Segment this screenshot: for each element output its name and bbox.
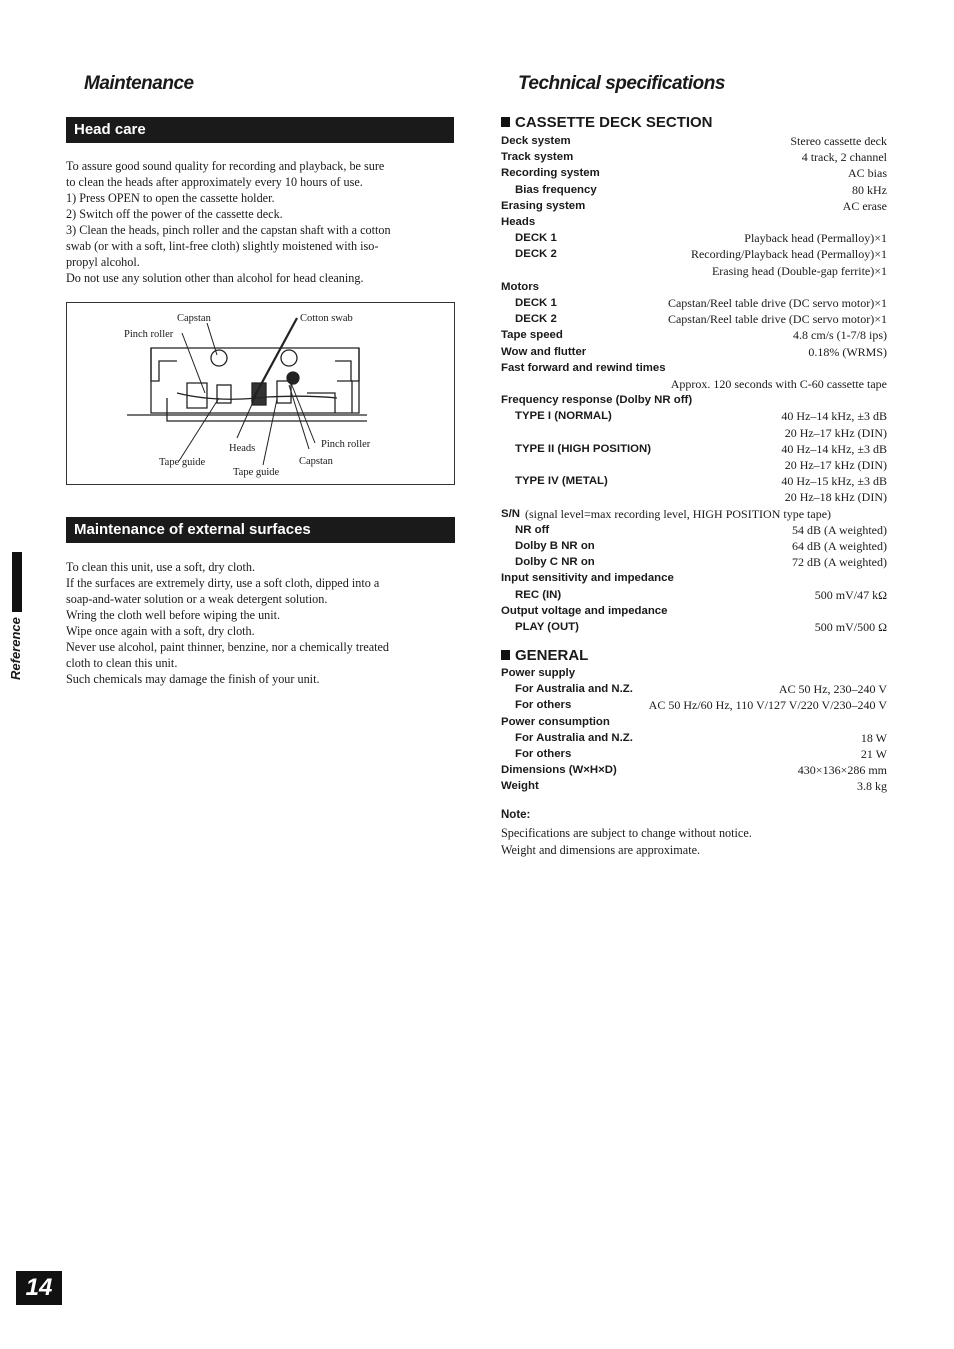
spec-row <box>501 133 887 149</box>
label-heads: Heads <box>229 443 256 454</box>
spec-label: For Australia and N.Z. <box>515 731 633 744</box>
external-line: Wring the cloth well before wiping the unit. <box>66 608 281 622</box>
spec-row <box>501 778 887 794</box>
spec-row <box>501 489 887 505</box>
spec-value: 20 Hz–18 kHz (DIN) <box>784 490 887 505</box>
note-line: Weight and dimensions are approximate. <box>501 843 701 857</box>
head-care-bar: Head care <box>66 117 454 143</box>
head-care-line: To assure good sound quality for recording and playback, be sure <box>66 159 385 173</box>
label-capstan-bottom: Capstan <box>299 456 333 467</box>
spec-row <box>501 311 887 327</box>
spec-row <box>501 603 887 619</box>
spec-value: Stereo cassette deck <box>790 134 887 148</box>
external-line: If the surfaces are extremely dirty, use a soft cloth, dipped into a <box>66 576 380 590</box>
spec-label: Power supply <box>501 667 576 679</box>
head-care-line: swab (or with a soft, lint-free cloth) slightly moistened with iso- <box>66 239 379 253</box>
spec-value: AC 50 Hz, 230–240 V <box>778 682 887 697</box>
spec-value: Capstan/Reel table drive (DC servo motor)×1 <box>667 296 887 310</box>
spec-row <box>501 619 887 635</box>
spec-label: Input sensitivity and impedance <box>501 572 674 585</box>
spec-row <box>501 681 887 697</box>
spec-row <box>501 554 887 570</box>
side-tab-marker <box>12 552 22 612</box>
note-heading: Note: <box>501 809 531 821</box>
head-care-line: 3) Clean the heads, pinch roller and the capstan shaft with a cotton <box>66 223 391 237</box>
external-line: To clean this unit, use a soft, dry cloth. <box>66 560 256 574</box>
label-pinch-roller-right: Pinch roller <box>321 439 371 450</box>
cassette-section-heading <box>501 114 713 131</box>
spec-row <box>501 408 887 424</box>
general-heading-text: GENERAL <box>515 647 589 664</box>
head-cleaning-diagram <box>66 302 455 485</box>
spec-label: Output voltage and impedance <box>501 604 668 617</box>
spec-label: TYPE I (NORMAL) <box>515 410 612 423</box>
external-surfaces-bar: Maintenance of external surfaces <box>66 517 455 543</box>
spec-label: Wow and flutter <box>501 345 587 358</box>
spec-label: Heads <box>501 216 536 228</box>
spec-label: Frequency response (Dolby NR off) <box>501 394 693 407</box>
spec-label: Bias frequency <box>515 183 597 196</box>
spec-label: Fast forward and rewind times <box>501 361 666 374</box>
maintenance-title: Maintenance <box>84 73 194 94</box>
spec-row <box>501 327 887 343</box>
spec-row <box>501 198 887 214</box>
spec-label: DECK 1 <box>515 232 557 245</box>
external-line: Wipe once again with a soft, dry cloth. <box>66 624 255 638</box>
spec-row <box>501 730 887 746</box>
spec-row <box>501 570 887 586</box>
spec-label: REC (IN) <box>515 588 562 601</box>
spec-value: 430×136×286 mm <box>797 763 887 778</box>
spec-value: AC bias <box>848 166 887 181</box>
spec-row <box>501 344 887 360</box>
spec-label: Dolby C NR on <box>515 556 595 569</box>
spec-row <box>501 538 887 554</box>
spec-label: Dimensions (W×H×D) <box>501 764 617 777</box>
cassette-spec-list <box>501 133 887 633</box>
external-line: soap-and-water solution or a weak detergent solution. <box>66 592 328 606</box>
spec-row <box>501 714 887 730</box>
spec-label: Tape speed <box>501 329 563 342</box>
spec-value: Capstan/Reel table drive (DC servo motor)×1 <box>667 312 887 327</box>
spec-label: Track system <box>501 151 574 164</box>
spec-row <box>501 165 887 181</box>
spec-row <box>501 506 887 522</box>
label-cotton-swab: Cotton swab <box>300 313 353 324</box>
spec-value: 40 Hz–14 kHz, ±3 dB <box>781 441 887 456</box>
spec-label: For Australia and N.Z. <box>515 683 633 696</box>
spec-row <box>501 360 887 376</box>
spec-label: PLAY (OUT) <box>515 621 579 633</box>
specs-title: Technical specifications <box>518 73 725 94</box>
spec-value: 54 dB (A weighted) <box>792 522 887 537</box>
spec-value: 72 dB (A weighted) <box>792 555 887 570</box>
spec-label: Deck system <box>501 135 571 147</box>
spec-row <box>501 665 887 681</box>
spec-row <box>501 746 887 762</box>
general-spec-list <box>501 665 887 795</box>
spec-value: 4 track, 2 channel <box>801 150 887 165</box>
spec-row <box>501 473 887 489</box>
external-line: Such chemicals may damage the finish of your unit. <box>66 672 320 686</box>
side-tab-label: Reference <box>8 617 23 680</box>
spec-label: S/N <box>501 507 520 520</box>
spec-value: 21 W <box>860 747 887 761</box>
spec-value: 40 Hz–15 kHz, ±3 dB <box>781 474 887 489</box>
square-bullet-icon <box>501 117 510 127</box>
external-surfaces-text <box>66 559 458 687</box>
spec-row <box>501 230 887 246</box>
page-number: 14 <box>16 1271 62 1305</box>
spec-row <box>501 214 887 230</box>
spec-row <box>501 263 887 279</box>
spec-row <box>501 457 887 473</box>
spec-label: TYPE II (HIGH POSITION) <box>515 442 652 455</box>
label-pinch-roller-left: Pinch roller <box>124 329 174 340</box>
spec-value: 500 mV/500 Ω <box>814 620 887 634</box>
spec-label: Erasing system <box>501 199 586 212</box>
spec-label: Dolby B NR on <box>515 540 595 552</box>
head-care-line: 2) Switch off the power of the cassette deck. <box>66 207 283 221</box>
spec-value: Playback head (Permalloy)×1 <box>744 231 887 246</box>
spec-value: 80 kHz <box>852 182 887 197</box>
note-line: Specifications are subject to change without notice. <box>501 826 752 840</box>
external-line: Never use alcohol, paint thinner, benzine, nor a chemically treated <box>66 640 390 654</box>
spec-value: 20 Hz–17 kHz (DIN) <box>784 425 887 440</box>
spec-value: AC 50 Hz/60 Hz, 110 V/127 V/220 V/230–240 V <box>648 698 887 713</box>
spec-label: Power consumption <box>501 715 610 728</box>
spec-value: AC erase <box>842 198 887 213</box>
spec-row <box>501 425 887 441</box>
spec-row <box>501 441 887 457</box>
head-care-line: 1) Press OPEN to open the cassette holder. <box>66 191 275 205</box>
spec-row <box>501 587 887 603</box>
spec-label: DECK 1 <box>515 297 557 309</box>
spec-value: 0.18% (WRMS) <box>808 344 887 359</box>
spec-value: 40 Hz–14 kHz, ±3 dB <box>781 409 887 424</box>
spec-value: Approx. 120 seconds with C-60 cassette tape <box>670 377 887 391</box>
note-text <box>501 825 752 859</box>
spec-row <box>501 295 887 311</box>
spec-label: DECK 2 <box>515 313 557 326</box>
spec-value: 64 dB (A weighted) <box>792 539 887 553</box>
spec-label: Motors <box>501 280 539 293</box>
spec-row <box>501 522 887 538</box>
spec-value: 500 mV/47 kΩ <box>814 587 887 602</box>
label-capstan-top: Capstan <box>177 313 211 324</box>
spec-value: 18 W <box>860 730 887 745</box>
spec-row <box>501 762 887 778</box>
spec-label: Recording system <box>501 167 600 180</box>
spec-label: For others <box>515 748 572 760</box>
square-bullet-icon <box>501 650 510 660</box>
spec-value: Recording/Playback head (Permalloy)×1 <box>690 247 887 262</box>
general-section-heading <box>501 647 588 664</box>
spec-label: TYPE IV (METAL) <box>515 475 608 488</box>
spec-row <box>501 149 887 165</box>
spec-row <box>501 376 887 392</box>
spec-row <box>501 182 887 198</box>
spec-value: Erasing head (Double-gap ferrite)×1 <box>711 263 887 278</box>
spec-label: For others <box>515 699 572 712</box>
spec-value: 20 Hz–17 kHz (DIN) <box>784 458 887 472</box>
cassette-heading-text: CASSETTE DECK SECTION <box>515 114 713 131</box>
spec-row <box>501 697 887 713</box>
spec-label: Weight <box>501 780 539 793</box>
external-line: cloth to clean this unit. <box>66 656 178 670</box>
spec-label: DECK 2 <box>515 248 557 261</box>
label-tape-guide-left: Tape guide <box>159 457 206 468</box>
spec-label: NR off <box>515 523 550 536</box>
spec-row <box>501 392 887 408</box>
head-care-text <box>66 158 456 286</box>
head-care-line: Do not use any solution other than alcohol for head cleaning. <box>66 271 364 285</box>
spec-value: (signal level=max recording level, HIGH POSITION type tape) <box>525 506 832 521</box>
label-tape-guide-bottom: Tape guide <box>233 467 280 478</box>
spec-row <box>501 246 887 262</box>
head-care-line: to clean the heads after approximately every 10 hours of use. <box>66 175 363 189</box>
spec-row <box>501 279 887 295</box>
spec-value: 4.8 cm/s (1-7/8 ips) <box>793 328 887 343</box>
spec-value: 3.8 kg <box>857 779 887 794</box>
head-care-line: propyl alcohol. <box>66 255 140 269</box>
